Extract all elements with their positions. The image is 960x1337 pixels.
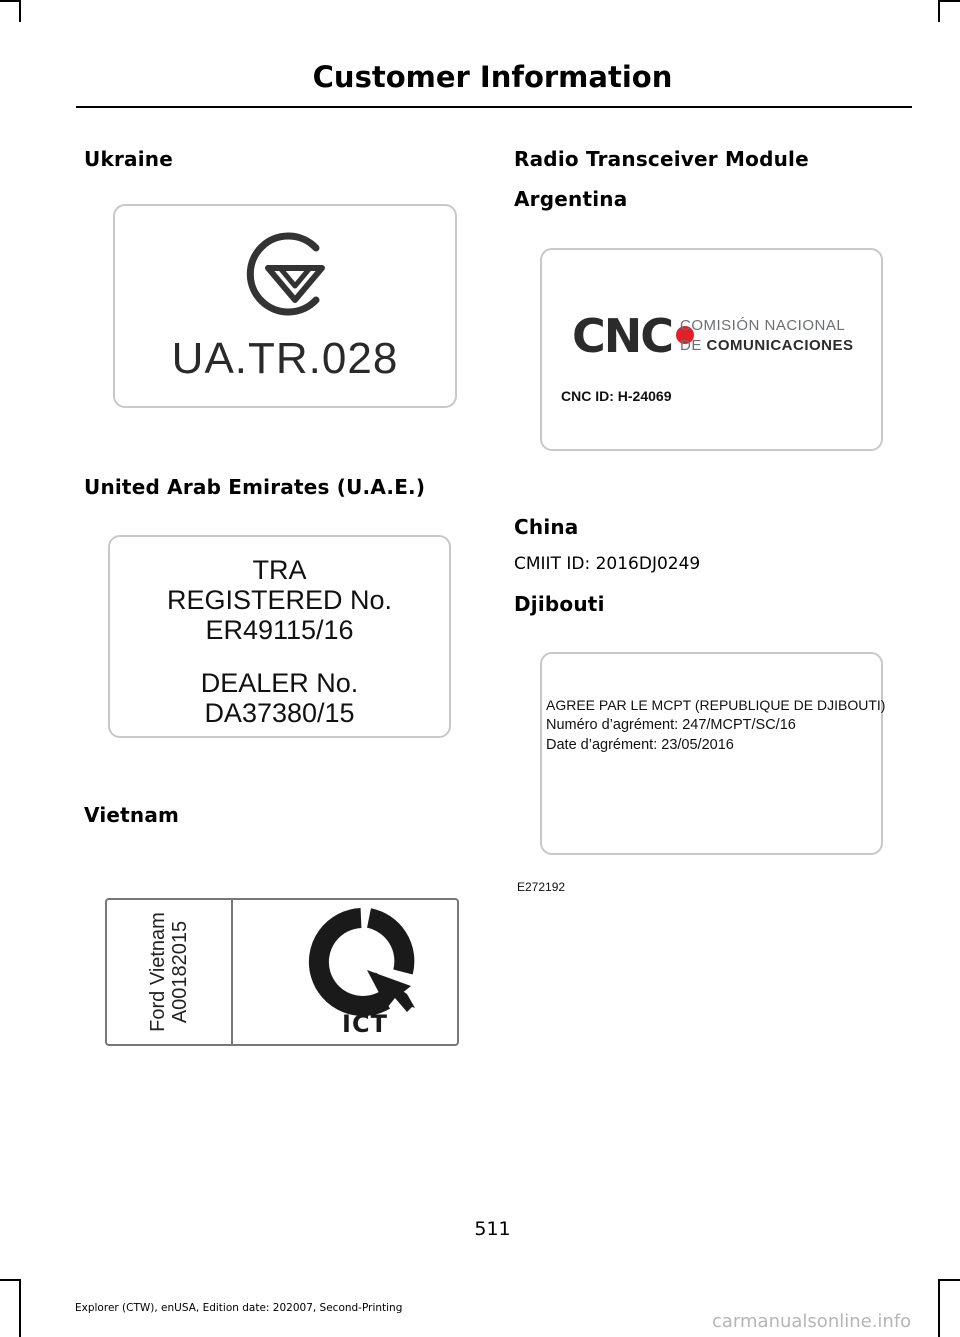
china-cmiit-id: CMIIT ID: 2016DJ0249 <box>514 554 701 574</box>
heading-china: China <box>514 515 579 539</box>
vietnam-label-rotated <box>147 912 191 1032</box>
cnc-logo <box>572 309 673 363</box>
djibouti-mark-card <box>540 652 886 855</box>
cnc-org-line2 <box>680 336 854 356</box>
crop-mark <box>938 1279 960 1281</box>
crop-mark <box>19 1279 21 1337</box>
djibouti-line-2: Numéro d’agrément: 247/MCPT/SC/16 <box>546 717 796 733</box>
vietnam-divider <box>231 900 233 1044</box>
argentina-mark-card <box>540 248 883 451</box>
vietnam-label-line1: Ford Vietnam <box>147 912 169 1032</box>
vietnam-label-line2: A00182015 <box>169 920 191 1024</box>
djibouti-line-3: Date d’agrément: 23/05/2016 <box>546 737 734 753</box>
vietnam-mark-card <box>105 898 459 1046</box>
uae-line-er-number: ER49115/16 <box>205 615 354 645</box>
figure-code: E272192 <box>517 880 566 894</box>
ukraine-mark-text: UA.TR.028 <box>171 334 399 383</box>
crop-mark <box>938 0 960 2</box>
heading-djibouti: Djibouti <box>514 592 605 616</box>
ict-logo-text: ICT <box>342 1010 388 1038</box>
cnc-org-line2-bold: COMUNICACIONES <box>706 337 854 354</box>
crop-mark <box>19 0 21 22</box>
page-title: Customer Information <box>312 60 673 94</box>
edition-note: Explorer (CTW), enUSA, Edition date: 202007, Second-Printing <box>75 1302 403 1314</box>
heading-vietnam: Vietnam <box>84 803 180 827</box>
page-number: 511 <box>474 1218 511 1240</box>
cnc-org-line1: COMISIÓN NACIONAL <box>680 317 846 334</box>
heading-uae: United Arab Emirates (U.A.E.) <box>84 475 426 499</box>
cnc-org-line2-prefix: DE <box>680 337 707 354</box>
uae-line-registered: REGISTERED No. <box>166 585 393 615</box>
ukraine-mark-card <box>113 204 457 408</box>
cnc-logo-text: CNC <box>572 309 673 363</box>
ukraine-conformity-icon <box>230 220 340 330</box>
djibouti-line-1: AGREE PAR LE MCPT (REPUBLIQUE DE DJIBOUTI) <box>546 697 886 713</box>
header-rule <box>76 106 912 108</box>
crop-mark <box>0 0 21 2</box>
heading-radio-module: Radio Transceiver Module <box>514 147 809 171</box>
watermark: carmanualsonline.info <box>712 1311 912 1332</box>
crop-mark <box>938 1279 940 1337</box>
uae-mark-card <box>108 535 451 738</box>
crop-mark <box>0 1279 21 1281</box>
heading-argentina: Argentina <box>514 187 628 211</box>
cnc-org-name <box>680 316 854 356</box>
uae-line-da-number: DA37380/15 <box>204 698 355 728</box>
crop-mark <box>938 0 940 22</box>
cnc-id-text: CNC ID: H-24069 <box>561 388 672 404</box>
uae-line-tra: TRA <box>252 555 307 585</box>
heading-ukraine: Ukraine <box>84 147 173 171</box>
uae-line-dealer: DEALER No. <box>200 668 359 698</box>
